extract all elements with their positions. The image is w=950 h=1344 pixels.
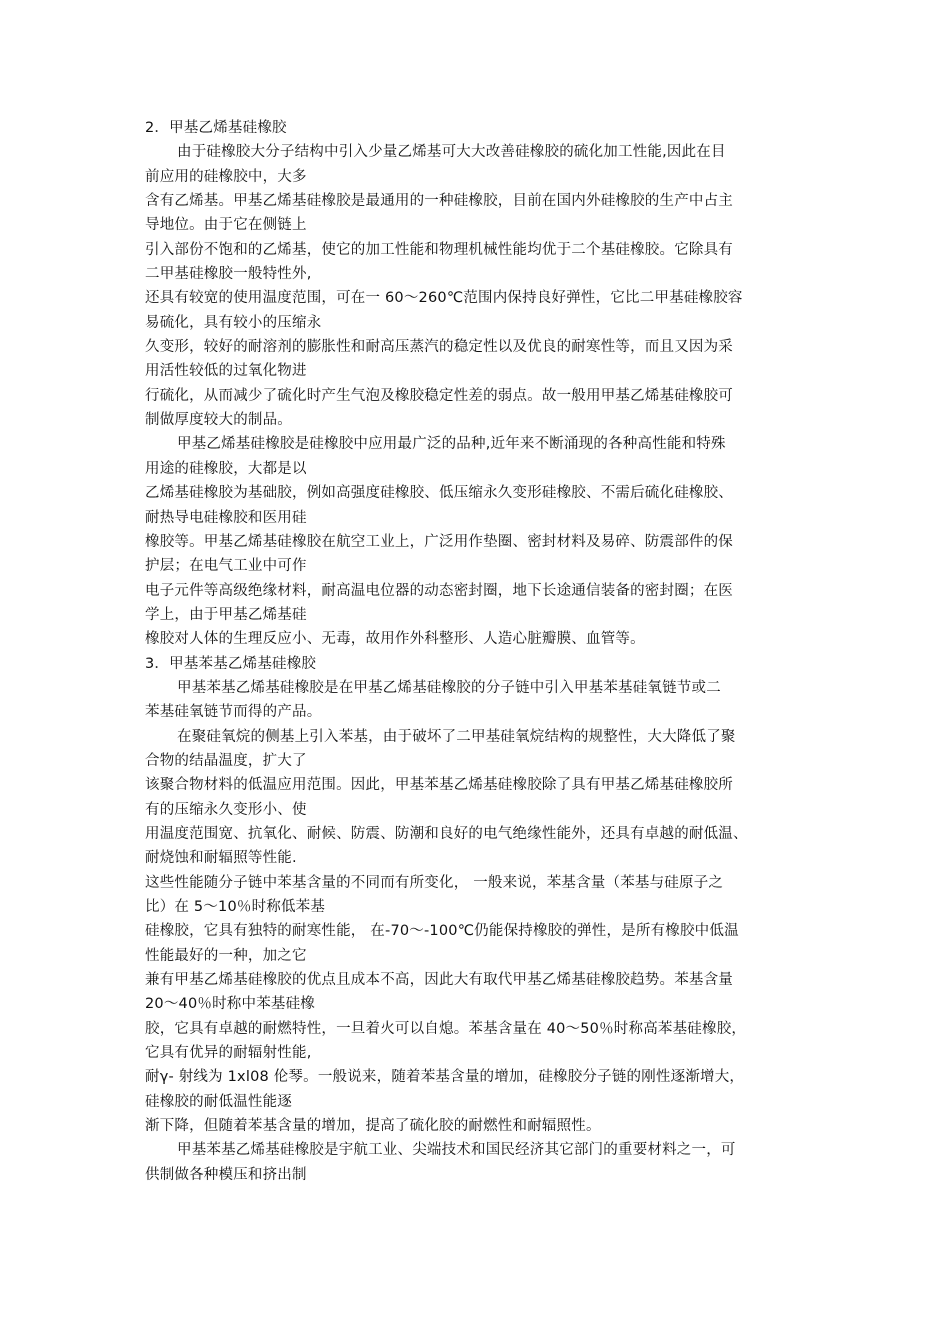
paragraph-line: 用活性较低的过氧化物进 <box>145 363 307 380</box>
paragraph-line: 行硫化，从而减少了硫化时产生气泡及橡胶稳定性差的弱点。故一般用甲基乙烯基硅橡胶可 <box>145 387 733 404</box>
paragraph-line: 乙烯基硅橡胶为基础胶，例如高强度硅橡胶、低压缩永久变形硅橡胶、不需后硫化硅橡胶、 <box>145 485 733 502</box>
paragraph-line: 供制做各种模压和挤出制 <box>145 1166 307 1183</box>
paragraph-line: 含有乙烯基。甲基乙烯基硅橡胶是最通用的一种硅橡胶，目前在国内外硅橡胶的生产中占主 <box>145 193 733 210</box>
paragraph-line: 胶，它具有卓越的耐燃特性，一旦着火可以自熄。苯基含量在 40～50％时称高苯基硅橡胶， <box>145 1020 747 1037</box>
paragraph-line: 耐烧蚀和耐辐照等性能. <box>145 850 297 867</box>
paragraph-line: 该聚合物材料的低温应用范围。因此，甲基苯基乙烯基硅橡胶除了具有甲基乙烯基硅橡胶所 <box>145 777 733 794</box>
paragraph-line: 护层；在电气工业中可作 <box>145 558 307 575</box>
paragraph-line: 渐下降，但随着苯基含量的增加，提高了硫化胶的耐燃性和耐辐照性。 <box>145 1118 601 1135</box>
paragraph-line: 易硫化，具有较小的压缩永 <box>145 314 322 331</box>
paragraph-line: 20～40％时称中苯基硅橡 <box>145 996 316 1013</box>
paragraph-line: 耐热导电硅橡胶和医用硅 <box>145 509 307 526</box>
paragraph-line: 比）在 5～10％时称低苯基 <box>145 899 326 915</box>
document-body <box>145 116 810 1187</box>
paragraph-line: 用温度范围宽、抗氧化、耐候、防震、防潮和良好的电气绝缘性能外，还具有卓越的耐低温、 <box>145 825 748 842</box>
paragraph-line: 有的压缩永久变形小、使 <box>145 801 307 818</box>
paragraph-line: 这些性能随分子链中苯基含量的不同而有所变化， 一般来说，苯基含量（苯基与硅原子之 <box>145 874 724 891</box>
paragraph-line: 前应用的硅橡胶中，大多 <box>145 168 307 185</box>
section-heading-methyl-phenyl-vinyl: 3．甲基苯基乙烯基硅橡胶 <box>145 655 317 672</box>
paragraph-line: 久变形，较好的耐溶剂的膨胀性和耐高压蒸汽的稳定性以及优良的耐寒性等，而且又因为采 <box>145 339 733 356</box>
paragraph-line: 硅橡胶的耐低温性能逐 <box>145 1093 292 1110</box>
paragraph-line: 由于硅橡胶大分子结构中引入少量乙烯基可大大改善硅橡胶的硫化加工性能,因此在目 <box>177 144 726 161</box>
paragraph-line: 制做厚度较大的制品。 <box>145 412 292 429</box>
paragraph-line: 苯基硅氧链节而得的产品。 <box>145 704 322 721</box>
paragraph-line: 甲基乙烯基硅橡胶是硅橡胶中应用最广泛的品种,近年来不断涌现的各种高性能和特殊 <box>177 436 726 453</box>
paragraph-line: 导地位。由于它在侧链上 <box>145 217 307 234</box>
paragraph-line: 橡胶等。甲基乙烯基硅橡胶在航空工业上，广泛用作垫圈、密封材料及易碎、防震部件的保 <box>145 533 733 550</box>
paragraph-line: 在聚硅氧烷的侧基上引入苯基，由于破坏了二甲基硅氧烷结构的规整性，大大降低了聚 <box>177 728 736 745</box>
paragraph-line: 还具有较宽的使用温度范围，可在一 60～260℃范围内保持良好弹性，它比二甲基硅橡胶容 <box>145 290 743 307</box>
paragraph-line: 甲基苯基乙烯基硅橡胶是宇航工业、尖端技术和国民经济其它部门的重要材料之一，可 <box>177 1142 736 1159</box>
paragraph-line: 用途的硅橡胶，大都是以 <box>145 460 307 477</box>
paragraph-line: 引入部份不饱和的乙烯基，使它的加工性能和物理机械性能均优于二个基硅橡胶。它除具有 <box>145 241 733 258</box>
paragraph-line: 电子元件等高级绝缘材料，耐高温电位器的动态密封圈，地下长途通信装备的密封圈；在医 <box>145 582 733 599</box>
paragraph-line: 兼有甲基乙烯基硅橡胶的优点且成本不高，因此大有取代甲基乙烯基硅橡胶趋势。苯基含量 <box>145 972 733 989</box>
paragraph-line: 硅橡胶，它具有独特的耐寒性能， 在-70～-100℃仍能保持橡胶的弹性，是所有橡胶中低温 <box>145 923 739 940</box>
paragraph-line: 合物的结晶温度，扩大了 <box>145 752 307 769</box>
paragraph-line: 它具有优异的耐辐射性能, <box>145 1045 312 1062</box>
paragraph-line: 二甲基硅橡胶一般特性外, <box>145 266 312 283</box>
paragraph-line: 耐γ- 射线为 1xl08 伦琴。一般说来，随着苯基含量的增加，硅橡胶分子链的刚性逐渐增大， <box>145 1069 745 1086</box>
paragraph-line: 学上，由于甲基乙烯基硅 <box>145 606 307 623</box>
paragraph-line: 甲基苯基乙烯基硅橡胶是在甲基乙烯基硅橡胶的分子链中引入甲基苯基硅氧链节或二 <box>177 679 721 696</box>
paragraph-line: 性能最好的一种，加之它 <box>145 947 307 964</box>
paragraph-line: 橡胶对人体的生理反应小、无毒，故用作外科整形、人造心脏瓣膜、血管等。 <box>145 631 645 648</box>
section-heading-methyl-vinyl: 2．甲基乙烯基硅橡胶 <box>145 120 287 136</box>
